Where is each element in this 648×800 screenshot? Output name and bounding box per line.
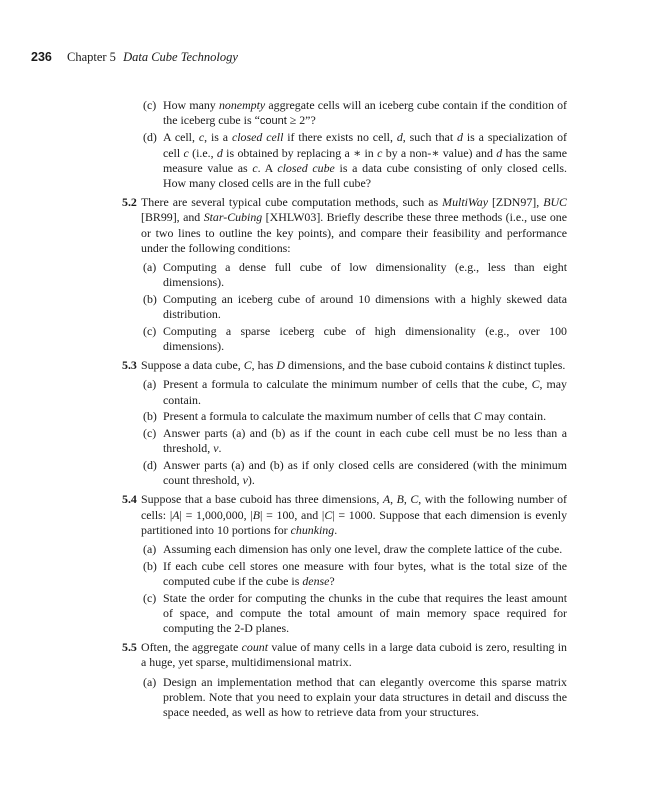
body-text: There are several typical cube computation methods, such as — [141, 195, 443, 210]
emphasis-text: c — [183, 145, 189, 160]
body-text: if there exists no cell, — [283, 130, 397, 145]
body-text: is obtained by replacing a ∗ in — [222, 145, 378, 160]
subitem-label: (c) — [143, 323, 157, 338]
subitem-label: (a) — [143, 541, 157, 556]
emphasis-text: k — [487, 358, 494, 373]
body-text: Computing an iceberg cube of around 10 dimensions with a highly skewed data distribution. — [163, 291, 567, 322]
body-text: aggregate cells will an iceberg cube contain if the condition of the iceberg cube is “ — [163, 97, 567, 127]
body-text: [ZDN97], — [487, 195, 544, 210]
emphasis-text: closed cube — [277, 160, 335, 175]
emphasis-text: d — [457, 130, 463, 145]
emphasis-text: C — [324, 507, 333, 522]
body-text: Answer parts (a) and (b) as if the count in each cube cell must be no less than a threshold, — [163, 426, 567, 456]
body-text: count — [259, 114, 287, 127]
subitem-label: (c) — [143, 590, 157, 605]
exercise-subitem — [122, 409, 567, 424]
body-text: A cell, — [163, 130, 199, 145]
exercise-subitem — [122, 260, 567, 290]
emphasis-text: A — [382, 492, 391, 507]
exercise-subitem — [122, 458, 567, 488]
emphasis-text: B — [396, 492, 404, 507]
subitem-label: (c) — [143, 97, 157, 112]
body-text: , with the following number of cells: | — [141, 492, 568, 522]
body-text: [XHLW03]. Briefly describe these three methods (i.e., use one or two lines to outline the key points), and compare their feasibility and performance under the following conditions: — [141, 210, 567, 255]
page-number: 236 — [31, 50, 52, 64]
emphasis-text: C — [473, 409, 482, 424]
body-text: (i.e., — [188, 145, 217, 160]
exercise-subitem — [122, 292, 567, 322]
body-text: may contain. — [481, 409, 547, 424]
problem-number: 5.4 — [122, 492, 137, 507]
exercise-subitem — [122, 130, 567, 191]
emphasis-text: D — [276, 358, 286, 373]
problem-number: 5.3 — [122, 358, 137, 373]
emphasis-text: Star-Cubing — [203, 210, 263, 225]
body-text: | = 1000. Suppose that each dimension is evenly partitioned into 10 portions for — [141, 507, 568, 537]
subitem-label: (b) — [143, 409, 157, 424]
emphasis-text: A — [172, 507, 180, 522]
exercise-subitem — [122, 426, 567, 456]
exercise-subitem — [122, 324, 567, 354]
subitem-label: (a) — [143, 260, 157, 275]
body-text: Assuming each dimension has only one level, draw the complete lattice of the cube. — [163, 541, 563, 556]
emphasis-text: C — [410, 492, 419, 507]
problem-number: 5.2 — [122, 195, 137, 210]
body-text: . — [334, 522, 338, 537]
body-text: Design an implementation method that can elegantly overcome this sparse matrix problem. Note that you need to explain your data structures in detail and discuss the space needed, as well as how to retrieve data from your structures. — [163, 674, 567, 720]
subitem-label: (b) — [143, 291, 157, 306]
emphasis-text: BUC — [543, 195, 567, 210]
emphasis-text: C — [243, 358, 252, 373]
body-text: How many — [163, 97, 219, 112]
body-text: Suppose a data cube, — [141, 358, 244, 373]
body-text: ). — [247, 473, 255, 488]
emphasis-text: chunking — [290, 522, 335, 537]
emphasis-text: d — [496, 145, 503, 160]
exercise-problem — [122, 492, 567, 538]
exercise-subitem — [122, 377, 567, 407]
exercise-problem — [122, 640, 567, 670]
body-text: Computing a dense full cube of low dimensionality (e.g., less than eight dimensions). — [163, 260, 567, 290]
body-text: State the order for computing the chunks in the cube that requires the least amount of space, and compute the total amount of main memory space required for computing the 2-D planes. — [163, 590, 567, 635]
body-text: has the same measure value as — [163, 145, 568, 175]
body-text: , — [390, 492, 397, 507]
emphasis-text: B — [252, 507, 260, 522]
body-text: , such that — [402, 130, 458, 145]
exercise-subitem — [122, 591, 567, 637]
body-text: If each cube cell stores one measure with four bytes, what is the total size of the computed cube if the cube is — [163, 558, 567, 588]
body-text: . A — [257, 160, 278, 175]
body-text: , may contain. — [163, 377, 568, 407]
body-text: by a non-∗ value) and — [382, 145, 497, 160]
subitem-label: (d) — [143, 130, 157, 145]
running-header — [31, 50, 238, 65]
exercise-problem — [122, 195, 567, 256]
emphasis-text: C — [531, 377, 540, 392]
body-text: | = 1,000,000, | — [179, 507, 253, 522]
chapter-title: Data Cube Technology — [123, 50, 238, 64]
exercise-list — [122, 96, 567, 720]
body-text: ? — [329, 573, 335, 588]
chapter-label: Chapter 5 — [66, 50, 116, 64]
emphasis-text: count — [241, 640, 269, 655]
emphasis-text: dense — [302, 573, 330, 588]
exercise-subitem — [122, 542, 567, 557]
body-text: Often, the aggregate — [141, 640, 242, 655]
exercise-subitem — [122, 559, 567, 589]
emphasis-text: closed cell — [231, 130, 284, 145]
emphasis-text: v — [242, 473, 248, 488]
body-text: distinct tuples. — [493, 358, 566, 373]
body-text: value of many cells in a large data cuboid is zero, resulting in a huge, yet sparse, multidimensional matrix. — [141, 640, 567, 670]
emphasis-text: v — [213, 441, 219, 456]
exercise-subitem — [122, 98, 567, 129]
body-text: dimensions, and the base cuboid contains — [285, 358, 488, 373]
subitem-label: (d) — [143, 457, 157, 472]
body-text: Computing a sparse iceberg cube of high dimensionality (e.g., over 100 dimensions). — [163, 323, 567, 354]
body-text: , — [403, 492, 411, 507]
body-text: ≥ 2”? — [286, 112, 316, 127]
body-text: Answer parts (a) and (b) as if only closed cells are considered (with the minimum count threshold, — [163, 457, 567, 488]
subitem-label: (c) — [143, 426, 157, 441]
body-text: is a specialization of cell — [163, 130, 567, 160]
emphasis-text: MultiWay — [442, 195, 488, 210]
emphasis-text: d — [396, 130, 403, 145]
body-text: Present a formula to calculate the maximum number of cells that — [163, 409, 474, 424]
body-text: Suppose that a base cuboid has three dimensions, — [141, 492, 383, 507]
exercise-subitem — [122, 675, 567, 721]
emphasis-text: c — [377, 145, 383, 160]
emphasis-text: nonempty — [218, 97, 266, 112]
body-text: Present a formula to calculate the minimum number of cells that the cube, — [163, 377, 532, 392]
subitem-label: (b) — [143, 558, 157, 573]
body-text: | = 100, and | — [259, 507, 325, 522]
problem-number: 5.5 — [122, 640, 137, 655]
body-text: , has — [251, 358, 277, 373]
subitem-label: (a) — [143, 674, 157, 689]
emphasis-text: c — [198, 130, 205, 145]
body-text: is a data cube consisting of only closed cells. How many closed cells are in the full cube? — [163, 160, 568, 191]
exercise-problem — [122, 358, 567, 373]
subitem-label: (a) — [143, 377, 157, 392]
body-text: . — [218, 441, 222, 456]
emphasis-text: c — [252, 160, 258, 175]
body-text: [BR99], and — [141, 210, 204, 225]
body-text: , is a — [204, 130, 232, 145]
emphasis-text: d — [216, 145, 223, 160]
